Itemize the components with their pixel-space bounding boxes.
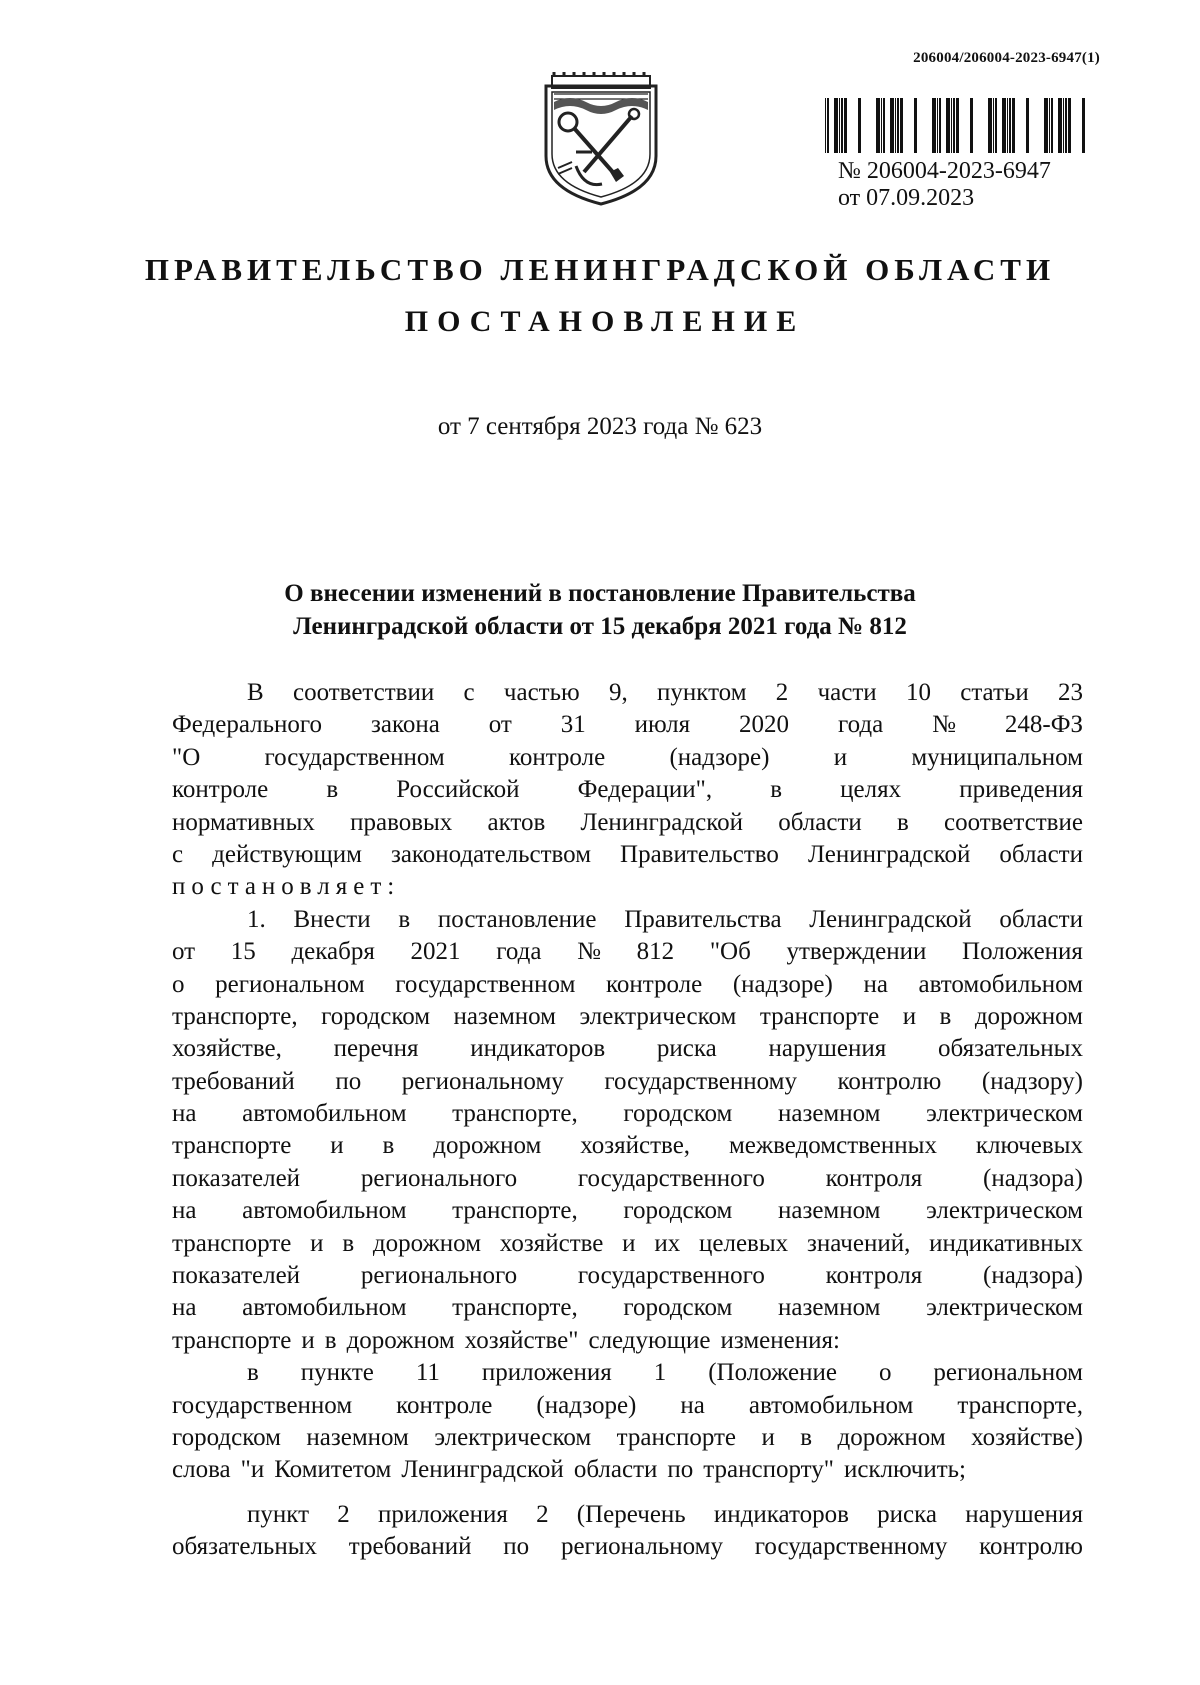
text-line: В соответствии с частью 9, пунктом 2 части 10 статьи 23 (247, 679, 1083, 706)
text-line: транспорте, городском наземном электрическом транспорте и в дорожном (172, 1002, 1083, 1030)
text-line: хозяйстве, перечня индикаторов риска нарушения обязательных (172, 1035, 1083, 1063)
text-line: с действующим законодательством Правительство Ленинградской области (172, 840, 1083, 868)
text-line: контроле в Российской Федерации", в целях приведения (172, 776, 1083, 804)
text-line: государственном контроле (надзоре) на автомобильном транспорте, (172, 1391, 1083, 1419)
text-line: показателей регионального государственного контроля (надзора) (172, 1164, 1083, 1192)
document-kind: ПОСТАНОВЛЕНИЕ (404, 305, 806, 338)
text-line: показателей регионального государственного контроля (надзора) (172, 1262, 1083, 1290)
text-line: требований по региональному государственному контролю (надзору) (172, 1067, 1083, 1095)
registration-date: от 07.09.2023 (838, 185, 975, 211)
paragraph (172, 677, 1083, 904)
text-line: 1. Внести в постановление Правительства Ленинградской области (247, 905, 1083, 933)
text-line: на автомобильном транспорте, городском наземном электрическом (172, 1100, 1083, 1128)
text-line: Федерального закона от 31 июля 2020 года № 248-ФЗ (172, 711, 1083, 739)
subject-line: Ленинградской области от 15 декабря 2021 года № 812 (293, 613, 907, 640)
text-line: транспорте и в дорожном хозяйстве" следующие изменения: (172, 1326, 840, 1354)
document-date-number: от 7 сентября 2023 года № 623 (437, 413, 763, 440)
text-line: постановляет: (172, 873, 401, 901)
paragraph (172, 1357, 1083, 1487)
text-line: пункт 2 приложения 2 (Перечень индикаторов риска нарушения (247, 1500, 1083, 1528)
government-title: ПРАВИТЕЛЬСТВО ЛЕНИНГРАДСКОЙ ОБЛАСТИ (144, 252, 1056, 287)
text-line: на автомобильном транспорте, городском наземном электрическом (172, 1197, 1083, 1225)
document-id: 206004/206004-2023-6947(1) (913, 50, 1100, 66)
text-line: обязательных требований по региональному государственному контролю (172, 1533, 1083, 1561)
registration-stamp (838, 158, 1051, 212)
paragraph (172, 904, 1083, 1357)
text-line: слова "и Комитетом Ленинградской области по транспорту" исключить; (172, 1456, 966, 1484)
paragraph (172, 1499, 1083, 1564)
text-line: о региональном государственном контроле (надзоре) на автомобильном (172, 970, 1083, 998)
barcode-icon (825, 98, 1085, 153)
document-body (172, 677, 1083, 1564)
text-line: от 15 декабря 2021 года № 812 "Об утверждении Положения (172, 938, 1083, 966)
text-line: городском наземном электрическом транспорте и в дорожном хозяйстве) (172, 1423, 1083, 1451)
document-subject (0, 577, 1200, 643)
text-line: нормативных правовых актов Ленинградской области в соответствие (172, 808, 1083, 836)
text-line: в пункте 11 приложения 1 (Положение о региональном (247, 1359, 1083, 1387)
registration-number: № 206004-2023-6947 (838, 158, 1051, 184)
text-line: на автомобильном транспорте, городском наземном электрическом (172, 1294, 1083, 1322)
text-line: транспорте и в дорожном хозяйстве и их целевых значений, индикативных (172, 1229, 1083, 1257)
text-line: транспорте и в дорожном хозяйстве, межведомственных ключевых (172, 1132, 1083, 1160)
leningrad-oblast-coat-of-arms-icon (540, 72, 662, 206)
subject-line: О внесении изменений в постановление Правительства (284, 580, 916, 607)
text-line: "О государственном контроле (надзоре) и муниципальном (172, 743, 1083, 771)
